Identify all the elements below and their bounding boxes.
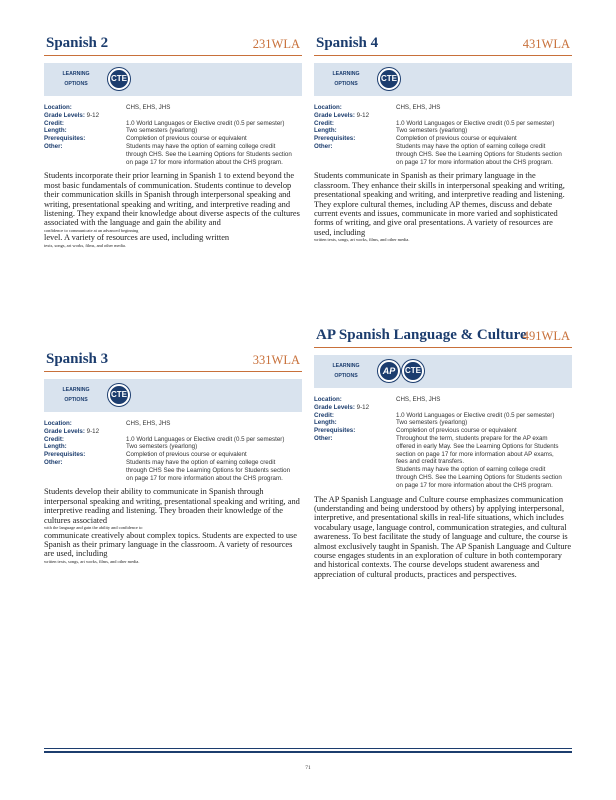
description-small-text: written texts, songs, art works, films, and other media. [314, 237, 410, 243]
course-code: 331WLA [252, 353, 300, 367]
footer-rule [44, 748, 572, 749]
cte-icon: CTE [108, 384, 130, 406]
location-label: Location: [314, 396, 342, 403]
description-text: communicate creatively about complex topics. Students are expected to use Spanish as their primary language in the classroom. A variety of resources are used, including [44, 530, 298, 559]
length-label: Length: [44, 127, 67, 135]
grade-levels-label: Grade Levels: 9-12 [314, 111, 370, 119]
other-label: Other: [314, 142, 333, 150]
credit-label: Credit: [44, 435, 64, 443]
length-label: Length: [44, 443, 67, 451]
grade-levels-value: 9-12 [356, 111, 370, 119]
learning-options-label: LEARNING OPTIONS [332, 363, 360, 379]
length-value: Two semesters (yearlong) [126, 443, 198, 451]
length-value: Two semesters (yearlong) [396, 419, 468, 427]
course-info [44, 420, 302, 482]
course-title: Spanish 4 [316, 35, 379, 51]
prerequisites-value: Completion of previous course or equivalent [126, 135, 247, 143]
course-spanish-3 [44, 350, 302, 564]
grade-levels-value: 9-12 [86, 111, 100, 119]
course-code: 431WLA [522, 37, 570, 51]
other-label: Other: [314, 434, 333, 442]
length-label: Length: [314, 419, 337, 427]
course-spanish-2 [44, 34, 302, 248]
course-description [314, 171, 572, 242]
learning-options-label: LEARNING OPTIONS [62, 387, 90, 403]
length-label: Length: [314, 127, 337, 135]
course-header [314, 326, 572, 348]
other-value: Students may have the option of earning college credit through CHS. See the Learning Options for Students section on page 17 for more information about the CHS program. [126, 142, 292, 166]
prerequisites-label: Prerequisites: [314, 135, 356, 143]
grade-levels-label: Grade Levels: 9-12 [44, 427, 100, 435]
learning-options-bar [314, 355, 572, 388]
course-header [314, 34, 572, 56]
other-value: Students may have the option of earning college credit through CHS See the Learning Options for Students section on page 17 for more information about the CHS program. [126, 458, 291, 482]
location-label: Location: [44, 104, 72, 111]
location-label: Location: [44, 420, 72, 427]
description-text: level. A variety of resources are used, including written [44, 233, 230, 243]
cte-icon: CTE [378, 68, 400, 90]
description-small-text: written texts, songs, art works, films, and other media. [44, 558, 140, 564]
course-title: Spanish 2 [46, 35, 109, 51]
description-text: The AP Spanish Language and Culture course emphasizes communication (understanding and being understood by others) by applying interpersonal, interpretive, and presentational skills in real-life situations, which includes vocabulary usage, language control, communication strategies, and cultural awareness. To best facilitate the study of language and culture, the course is almost exclusively taught in Spanish. The AP Spanish Language and Culture course engages students in an exploration of culture in both contemporary and historical contexts. The course develops student awareness and appreciation of cultural products, practices and perspectives. [314, 494, 572, 579]
credit-label: Credit: [44, 119, 64, 127]
cte-icon: CTE [402, 360, 424, 382]
description-small-text: confidence to communicate at an advanced beginning [44, 227, 139, 233]
ap-icon: AP [378, 360, 400, 382]
other-label: Other: [44, 458, 63, 466]
location-value: CHS, EHS, JHS [126, 104, 171, 111]
other-label: Other: [44, 142, 63, 150]
description-text: Students incorporate their prior learning in Spanish 1 to extend beyond the most basic fundamentals of communication. Students continue to develop their communication skills in Spanish through interpersonal speaking and writing, presentational speaking and writing, and interpretive reading and listening. They expand their knowledge about diverse aspects of the cultures associated with the language and gain the ability and [44, 171, 300, 228]
prerequisites-value: Completion of previous course or equivalent [396, 427, 517, 435]
learning-options-label: LEARNING OPTIONS [332, 71, 360, 87]
course-info [44, 104, 302, 166]
course-header [44, 34, 302, 56]
location-value: CHS, EHS, JHS [126, 420, 171, 427]
prerequisites-label: Prerequisites: [44, 451, 86, 459]
course-title: AP Spanish Language & Culture [316, 327, 527, 343]
learning-options-label: LEARNING OPTIONS [62, 71, 90, 87]
length-value: Two semesters (yearlong) [126, 127, 198, 135]
footer-rule [44, 751, 572, 753]
description-text: Students develop their ability to communicate in Spanish through interpersonal speaking and writing, presentational speaking and writing, and interpretive reading and listening. They broaden their knowledge of the cultures associated [44, 487, 300, 525]
location-label: Location: [314, 104, 342, 111]
credit-label: Credit: [314, 411, 334, 419]
course-description [44, 171, 302, 248]
course-code: 491WLA [522, 329, 570, 343]
course-header [44, 350, 302, 372]
prerequisites-label: Prerequisites: [44, 135, 86, 143]
learning-options-bar [44, 379, 302, 412]
grade-levels-value: 9-12 [356, 403, 370, 411]
other-value: Throughout the term, students prepare for the AP exam offered in early May. See the Learning Options for Students section on page 17 for more information about AP exams, fees and credit transfers. Students may have the option of earning college credit through CHS. See the Learning Options for Students section on page 17 for more information about the CHS program. [396, 434, 562, 489]
description-small-text: texts, songs, art works, films, and other media. [44, 242, 126, 248]
grade-levels-value: 9-12 [86, 427, 100, 435]
learning-options-bar [44, 63, 302, 96]
cte-icon: CTE [108, 68, 130, 90]
other-value: Students may have the option of earning college credit through CHS. See the Learning Options for Students section on page 17 for more information about the CHS program. [396, 142, 562, 166]
course-description [44, 487, 302, 564]
credit-value: 1.0 World Languages or Elective credit (0.5 per semester) [126, 119, 285, 127]
description-text: Students communicate in Spanish as their primary language in the classroom. They enhance their skills in interpersonal speaking and writing, presentational speaking and writing, and interpretive reading and listening. They explore cultural themes, including AP themes, discuss and debate current events and issues, communicate in more varied and sophisticated forms of writing, and give oral presentations. A variety of resources are used, including [314, 171, 565, 237]
course-description [314, 495, 572, 580]
grade-levels-label: Grade Levels: 9-12 [44, 111, 100, 119]
length-value: Two semesters (yearlong) [396, 127, 468, 135]
other-value-chs: Students may have the option of earning college credit through CHS. See the Learning Options for Students section on page 17 for more information about the CHS program. [396, 466, 562, 489]
prerequisites-label: Prerequisites: [314, 427, 356, 435]
location-value: CHS, EHS, JHS [396, 396, 441, 403]
learning-options-bar [314, 63, 572, 96]
course-title: Spanish 3 [46, 351, 109, 367]
course-code: 231WLA [252, 37, 300, 51]
credit-value: 1.0 World Languages or Elective credit (0.5 per semester) [126, 435, 285, 443]
course-ap-spanish [314, 326, 572, 579]
description-small-text: with the language and gain the ability and confidence to [44, 525, 143, 530]
course-spanish-4 [314, 34, 572, 243]
credit-value: 1.0 World Languages or Elective credit (0.5 per semester) [396, 119, 555, 127]
course-info [314, 396, 572, 490]
grade-levels-label: Grade Levels: 9-12 [314, 403, 370, 411]
location-value: CHS, EHS, JHS [396, 104, 441, 111]
credit-label: Credit: [314, 119, 334, 127]
course-info [314, 104, 572, 166]
page-number: 71 [305, 765, 311, 771]
prerequisites-value: Completion of previous course or equivalent [126, 451, 247, 459]
prerequisites-value: Completion of previous course or equivalent [396, 135, 517, 143]
credit-value: 1.0 World Languages or Elective credit (0.5 per semester) [396, 411, 555, 419]
